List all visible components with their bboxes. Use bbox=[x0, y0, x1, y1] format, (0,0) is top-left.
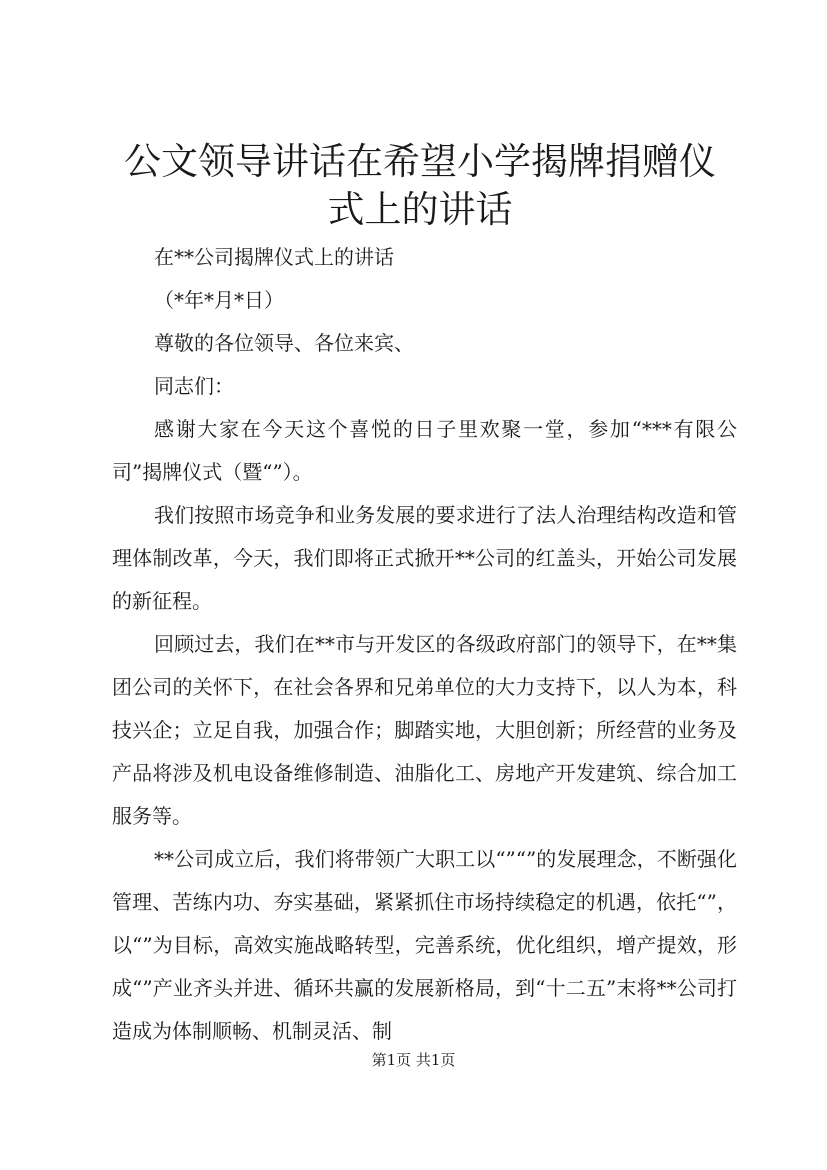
salutation-line: 尊敬的各位领导、各位来宾、 bbox=[154, 331, 414, 355]
speech-date: （*年*月*日） bbox=[154, 288, 284, 312]
document-title: 公文领导讲话在希望小学揭牌捐赠仪式上的讲话 bbox=[124, 140, 716, 231]
speech-heading: 在**公司揭牌仪式上的讲话 bbox=[154, 245, 394, 269]
paragraph-thanks: 感谢大家在今天这个喜悦的日子里欢聚一堂，参加“***有限公司”揭牌仪式（暨“”）。 bbox=[112, 417, 737, 484]
paragraph-reform: 我们按照市场竞争和业务发展的要求进行了法人治理结构改造和管理体制改革，今天，我们即将正式掀开**公司的红盖头，开始公司发展的新征程。 bbox=[112, 503, 737, 613]
paragraph-future: **公司成立后，我们将带领广大职工以“”“”的发展理念，不断强化管理、苦练内功、夯实基础，紧紧抓住市场持续稳定的机遇，依托“”，以“”为目标，高效实施战略转型，完善系统，优化组织，增产提效，形成“”产业齐头并进、循环共赢的发展新格局，到“十二五”末将**公司打造成为体制顺畅、机制灵活、制 bbox=[112, 847, 737, 1043]
paragraph-review: 回顾过去，我们在**市与开发区的各级政府部门的领导下，在**集团公司的关怀下，在社会各界和兄弟单位的大力支持下，以人为本，科技兴企；立足自我，加强合作；脚踏实地，大胆创新；所经营的业务及产品将涉及机电设备维修制造、油脂化工、房地产开发建筑、综合加工服务等。 bbox=[112, 632, 737, 828]
document-body bbox=[112, 236, 737, 1053]
salutation-comrades: 同志们： bbox=[154, 374, 234, 398]
page-number-footer: 第1页 共1页 bbox=[371, 1051, 456, 1069]
